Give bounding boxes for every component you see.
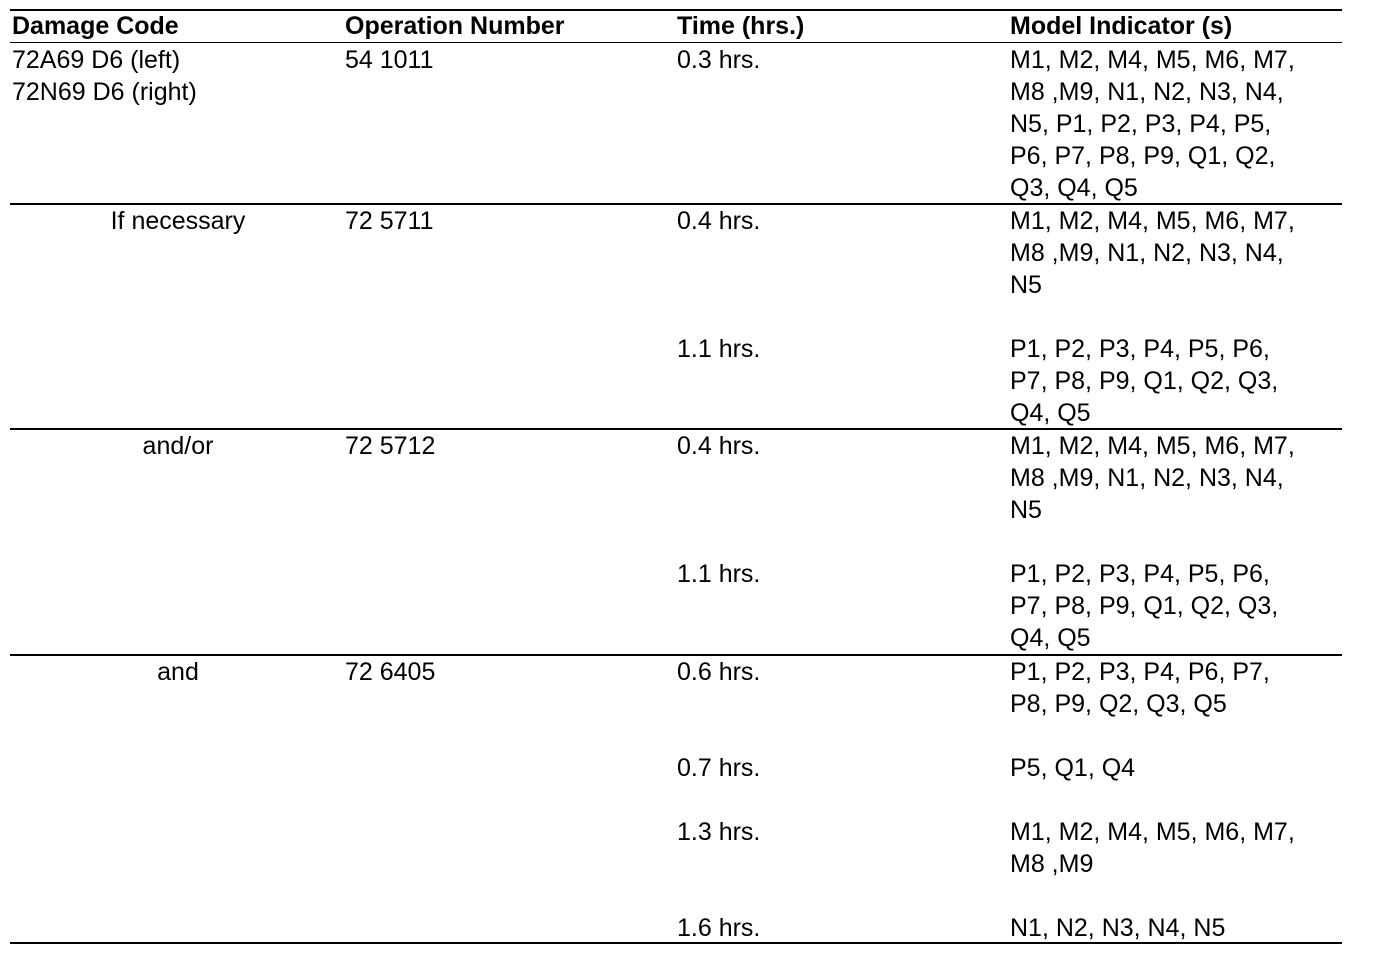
row-condition-label: and (157, 658, 199, 686)
header-bottom-rule (10, 42, 1342, 43)
time-value: 0.3 hrs. (677, 46, 761, 74)
model-indicators: M1, M2, M4, M5, M6, M7, M8 ,M9, N1, N2, N3, N4, N5, P1, P2, P3, P4, P5, P6, P7, P8, P9, Q1, Q2, Q3, Q4, Q5 (1010, 46, 1295, 202)
header-time: Time (hrs.) (677, 12, 805, 40)
model-indicators: N1, N2, N3, N4, N5 (1010, 914, 1226, 942)
time-value: 0.6 hrs. (677, 658, 761, 686)
operation-number: 72 5712 (345, 432, 436, 460)
operation-number: 72 5711 (345, 207, 434, 235)
time-value: 0.4 hrs. (677, 432, 761, 460)
model-indicators: M1, M2, M4, M5, M6, M7, M8 ,M9, N1, N2, N3, N4, N5 (1010, 432, 1295, 524)
model-indicators: M1, M2, M4, M5, M6, M7, M8 ,M9 (1010, 818, 1295, 878)
model-indicators: P5, Q1, Q4 (1010, 754, 1136, 782)
model-indicators: P1, P2, P3, P4, P6, P7, P8, P9, Q2, Q3, Q5 (1010, 658, 1270, 718)
header-operation-number: Operation Number (345, 12, 565, 40)
time-value: 1.6 hrs. (677, 914, 761, 942)
model-indicators: P1, P2, P3, P4, P5, P6, P7, P8, P9, Q1, Q2, Q3, Q4, Q5 (1010, 560, 1279, 652)
damage-code-right: 72N69 D6 (right) (12, 78, 197, 106)
damage-code-left: 72A69 D6 (left) (12, 46, 181, 74)
operation-number: 54 1011 (345, 46, 434, 74)
model-indicators: P1, P2, P3, P4, P5, P6, P7, P8, P9, Q1, Q2, Q3, Q4, Q5 (1010, 335, 1279, 427)
time-value: 1.3 hrs. (677, 818, 761, 846)
model-indicators: M1, M2, M4, M5, M6, M7, M8 ,M9, N1, N2, N3, N4, N5 (1010, 207, 1295, 299)
time-value: 1.1 hrs. (677, 335, 761, 363)
header-damage-code: Damage Code (12, 12, 179, 40)
time-value: 1.1 hrs. (677, 560, 761, 588)
row-condition-label: If necessary (110, 207, 246, 235)
header-model-indicator: Model Indicator (s) (1010, 12, 1233, 40)
row-condition-label: and/or (142, 432, 214, 460)
time-value: 0.7 hrs. (677, 754, 761, 782)
operation-number: 72 6405 (345, 658, 436, 686)
time-value: 0.4 hrs. (677, 207, 761, 235)
